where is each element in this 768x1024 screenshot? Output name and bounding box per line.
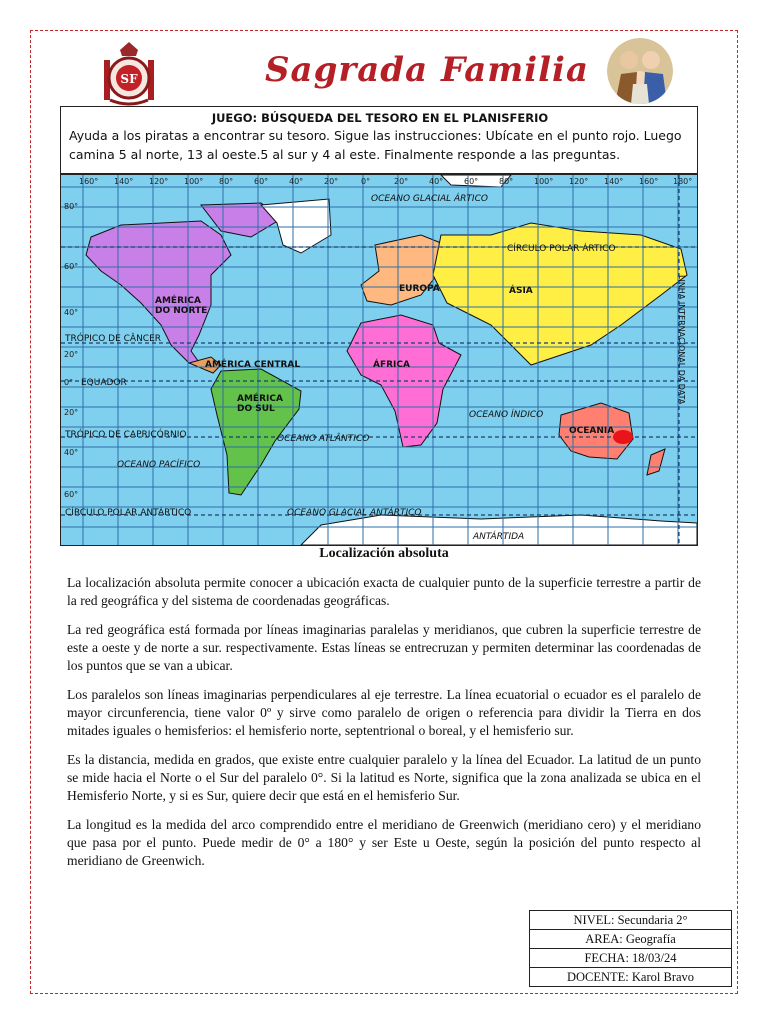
label-antarctica: ANTÁRTIDA bbox=[473, 532, 525, 542]
label-africa: ÁFRICA bbox=[373, 360, 410, 370]
lat-label: 40° bbox=[64, 448, 79, 457]
lat-label: 80° bbox=[64, 202, 79, 211]
label-arctic-ocean: OCEANO GLACIAL ÁRTICO bbox=[371, 194, 488, 204]
paragraph: La longitud es la medida del arco comprendido entre el meridiano de Greenwich (meridiano cero) y el meridiano que pasa por el punto. Puede medir de 0° a 180° y ser Este u Oeste, según la posición del punto respecto al meridiano de Greenwich. bbox=[67, 817, 701, 868]
lon-label: 140° bbox=[604, 177, 624, 186]
lat-label: 20° bbox=[64, 350, 79, 359]
lon-label: 100° bbox=[184, 177, 204, 186]
lon-label: 140° bbox=[114, 177, 134, 186]
lon-label: 60° bbox=[464, 177, 479, 186]
label-south-america-2: DO SUL bbox=[237, 404, 275, 414]
label-north-america-1: AMÉRICA bbox=[155, 296, 201, 306]
lon-label: 40° bbox=[429, 177, 444, 186]
school-crest-logo bbox=[96, 38, 162, 106]
lon-label: 180° bbox=[673, 177, 693, 186]
label-south-america-1: AMÉRICA bbox=[237, 394, 283, 404]
info-docente: DOCENTE: Karol Bravo bbox=[530, 968, 732, 987]
lon-label: 40° bbox=[289, 177, 304, 186]
lon-label: 120° bbox=[149, 177, 169, 186]
lon-label: 160° bbox=[639, 177, 659, 186]
lon-label: 100° bbox=[534, 177, 554, 186]
label-antarctic-ocean: OCEANO GLACIAL ANTÁRTICO bbox=[287, 508, 422, 518]
lon-label: 120° bbox=[569, 177, 589, 186]
brand-title: Sagrada Familia bbox=[265, 50, 590, 90]
lat-label: 20° bbox=[64, 408, 79, 417]
label-atlantic-ocean: OCEANO ATLÂNTICO bbox=[277, 434, 370, 444]
label-date-line: LINHA INTERNACIONAL DA DATA bbox=[677, 275, 686, 405]
lon-label: 80° bbox=[499, 177, 514, 186]
lat-label: 40° bbox=[64, 308, 79, 317]
label-indian-ocean: OCEANO ÍNDICO bbox=[469, 410, 544, 420]
lat-label: 0° bbox=[64, 378, 74, 387]
lon-label: 0° bbox=[361, 177, 371, 186]
paragraph: Los paralelos son líneas imaginarias perpendiculares al eje terrestre. La línea ecuatorial o ecuador es el paralelo de mayor circunferencia, tiene valor 0º y sirve como paralelo de origen o referencia para dividir la Tierra en dos mitades iguales o hemisferios: el hemisferio norte, septentrional o boreal, y el hemisferio sur. bbox=[67, 687, 701, 738]
header bbox=[60, 36, 710, 106]
lon-label: 80° bbox=[219, 177, 234, 186]
paragraph: La localización absoluta permite conocer a ubicación exacta de cualquier punto de la superficie terrestre a partir de la red geográfica y del sistema de coordenadas geográficas. bbox=[67, 575, 701, 608]
game-instructions-box bbox=[60, 106, 698, 174]
info-nivel: NIVEL: Secundaria 2° bbox=[530, 911, 732, 930]
info-area: AREA: Geografía bbox=[530, 930, 732, 949]
world-map-svg bbox=[61, 175, 697, 545]
lat-label: 60° bbox=[64, 262, 79, 271]
body-text bbox=[67, 574, 701, 881]
label-tropic-capricorn: TRÓPICO DE CAPRICÓRNIO bbox=[65, 430, 187, 440]
label-north-america-2: DO NORTE bbox=[155, 306, 208, 316]
label-europe: EUROPA bbox=[399, 284, 440, 294]
label-central-america: AMÉRICA CENTRAL bbox=[205, 360, 301, 370]
game-title: JUEGO: BÚSQUEDA DEL TESORO EN EL PLANISFERIO bbox=[211, 111, 549, 125]
label-equator: EQUADOR bbox=[81, 378, 127, 388]
paragraph: Es la distancia, medida en grados, que existe entre cualquier paralelo y la línea del Ecuador. La latitud de un punto se mide hacia el Norte o el Sur del paralelo 0°. Si la latitud es Norte, significa que la zona analizada se ubica en el Hemisferio Norte, y si es Sur, quiere decir que está en el hemisferio Sur. bbox=[67, 752, 701, 803]
lon-label: 60° bbox=[254, 177, 269, 186]
label-tropic-cancer: TRÓPICO DE CÂNCER bbox=[65, 334, 162, 344]
label-oceania: OCEANIA bbox=[569, 426, 615, 436]
section-caption: Localización absoluta bbox=[319, 546, 449, 561]
lon-label: 160° bbox=[79, 177, 99, 186]
lat-label: 60° bbox=[64, 490, 79, 499]
label-arctic-circle: CÍRCULO POLAR ÁRTICO bbox=[507, 244, 616, 254]
lon-label: 20° bbox=[324, 177, 339, 186]
info-table bbox=[529, 910, 732, 987]
label-pacific-ocean: OCEANO PACÍFICO bbox=[117, 460, 201, 470]
holy-family-image bbox=[607, 38, 673, 104]
info-fecha: FECHA: 18/03/24 bbox=[530, 949, 732, 968]
crest-lettering: SF bbox=[120, 72, 138, 86]
label-asia: ÁSIA bbox=[509, 286, 533, 296]
label-antarctic-circle: CÍRCULO POLAR ANTÁRTICO bbox=[65, 508, 192, 518]
lon-label: 20° bbox=[394, 177, 409, 186]
world-map bbox=[60, 174, 698, 546]
game-instructions-text: Ayuda a los piratas a encontrar su tesoro. Sigue las instrucciones: Ubícate en el punto rojo. Luego camina 5 al norte, 13 al oeste.5 al sur y 4 al este. Finalmente responde a las preguntas. bbox=[69, 128, 682, 162]
paragraph: La red geográfica está formada por líneas imaginarias paralelas y meridianos, que cubren la superficie terrestre de este a oeste y de norte a sur. respectivamente. Estas líneas se entrecruzan y permiten determinar las coordenadas de los puntos que se van a ubicar. bbox=[67, 622, 701, 673]
treasure-start-marker bbox=[613, 430, 633, 444]
